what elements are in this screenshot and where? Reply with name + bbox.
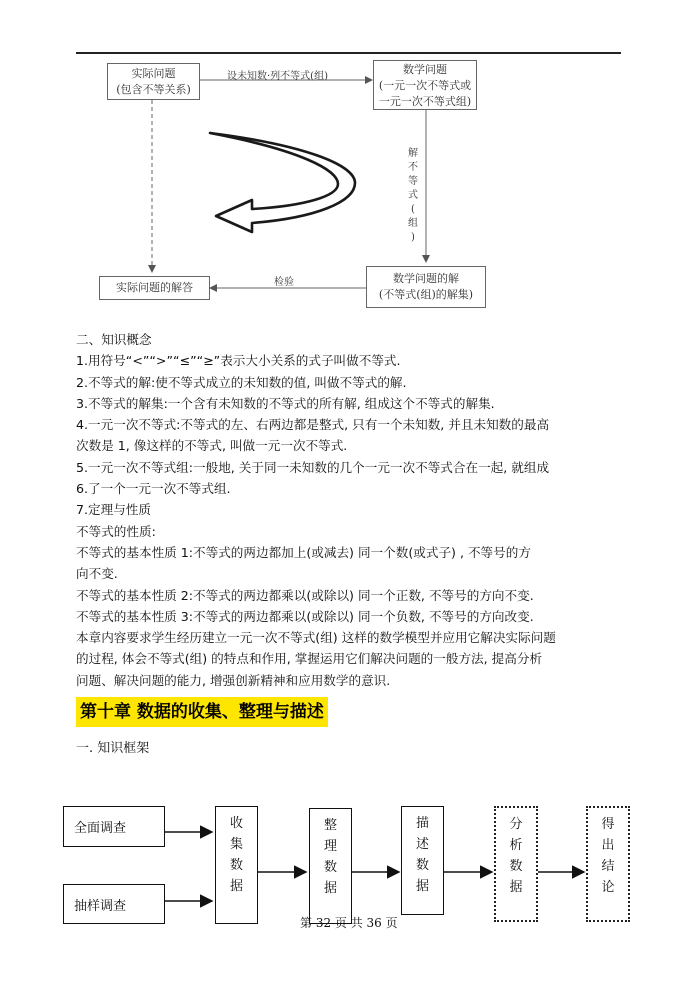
text-line: 不等式的基本性质 3:不等式的两边都乘以(或除以) 同一个负数, 不等号的方向改变.	[76, 608, 534, 624]
text-line: 问题、解决问题的能力, 增强创新精神和应用数学的意识.	[76, 672, 391, 688]
box-real-answer: 实际问题的解答	[99, 276, 210, 300]
text-line: 不等式的基本性质 2:不等式的两边都乘以(或除以) 同一个正数, 不等号的方向不变.	[76, 587, 534, 603]
label-setup: 设未知数·列不等式(组)	[227, 71, 328, 82]
text-line: 本章内容要求学生经历建立一元一次不等式(组) 这样的数学模型并应用它解决实际问题	[76, 630, 556, 646]
subheading-framework: 一. 知识框架	[76, 741, 150, 756]
box-collect-data: 收 集 数 据	[215, 806, 258, 924]
text-line: 次数是 1, 像这样的不等式, 叫做一元一次不等式.	[76, 438, 348, 454]
chapter-title: 第十章 数据的收集、整理与描述	[76, 697, 328, 727]
box-analyze-data: 分 析 数 据	[494, 806, 538, 922]
text-line: 6.了一个一元一次不等式组.	[76, 481, 231, 497]
box-draw-conclusion: 得 出 结 论	[586, 806, 630, 922]
text-line: 向不变.	[76, 566, 118, 582]
section-heading: 二、知识概念	[76, 332, 152, 347]
box-organize-data: 整 理 数 据	[309, 808, 352, 924]
label-solve: 解 不 等 式 ( 组 )	[408, 148, 418, 243]
text-line: 4.一元一次不等式:不等式的左、右两边都是整式, 只有一个未知数, 并且未知数的最高	[76, 417, 550, 433]
box-describe-data: 描 述 数 据	[401, 806, 444, 915]
text-line: 不等式的基本性质 1:不等式的两边都加上(或减去) 同一个数(或式子) , 不等号的方	[76, 544, 531, 560]
box-real-problem: 实际问题 (包含不等关系)	[107, 63, 200, 100]
curved-feedback-arrow	[210, 133, 355, 232]
text-line: 2.不等式的解:使不等式成立的未知数的值, 叫做不等式的解.	[76, 374, 407, 390]
page-footer: 第 32 页 共 36 页	[300, 916, 398, 930]
flowchart-inequality-arrows	[0, 0, 696, 320]
box-math-solution: 数学问题的解 (不等式(组)的解集)	[366, 266, 486, 308]
text-line: 不等式的性质:	[76, 523, 156, 539]
box-sample-survey: 抽样调查	[63, 884, 165, 924]
box-census: 全面调查	[63, 806, 165, 847]
text-line: 1.用符号“<”“>”“≤”“≥”表示大小关系的式子叫做不等式.	[76, 353, 401, 369]
box-math-problem: 数学问题 (一元一次不等式或 一元一次不等式组)	[373, 60, 477, 110]
knowledge-section	[76, 329, 624, 691]
text-line: 3.不等式的解集:一个含有未知数的不等式的所有解, 组成这个不等式的解集.	[76, 395, 495, 411]
label-check: 检验	[274, 277, 294, 288]
text-line: 的过程, 体会不等式(组) 的特点和作用, 掌握运用它们解决问题的一般方法, 提高分析	[76, 651, 543, 667]
text-line: 7.定理与性质	[76, 502, 151, 518]
text-line: 5.一元一次不等式组:一般地, 关于同一未知数的几个一元一次不等式合在一起, 就组成	[76, 459, 550, 475]
